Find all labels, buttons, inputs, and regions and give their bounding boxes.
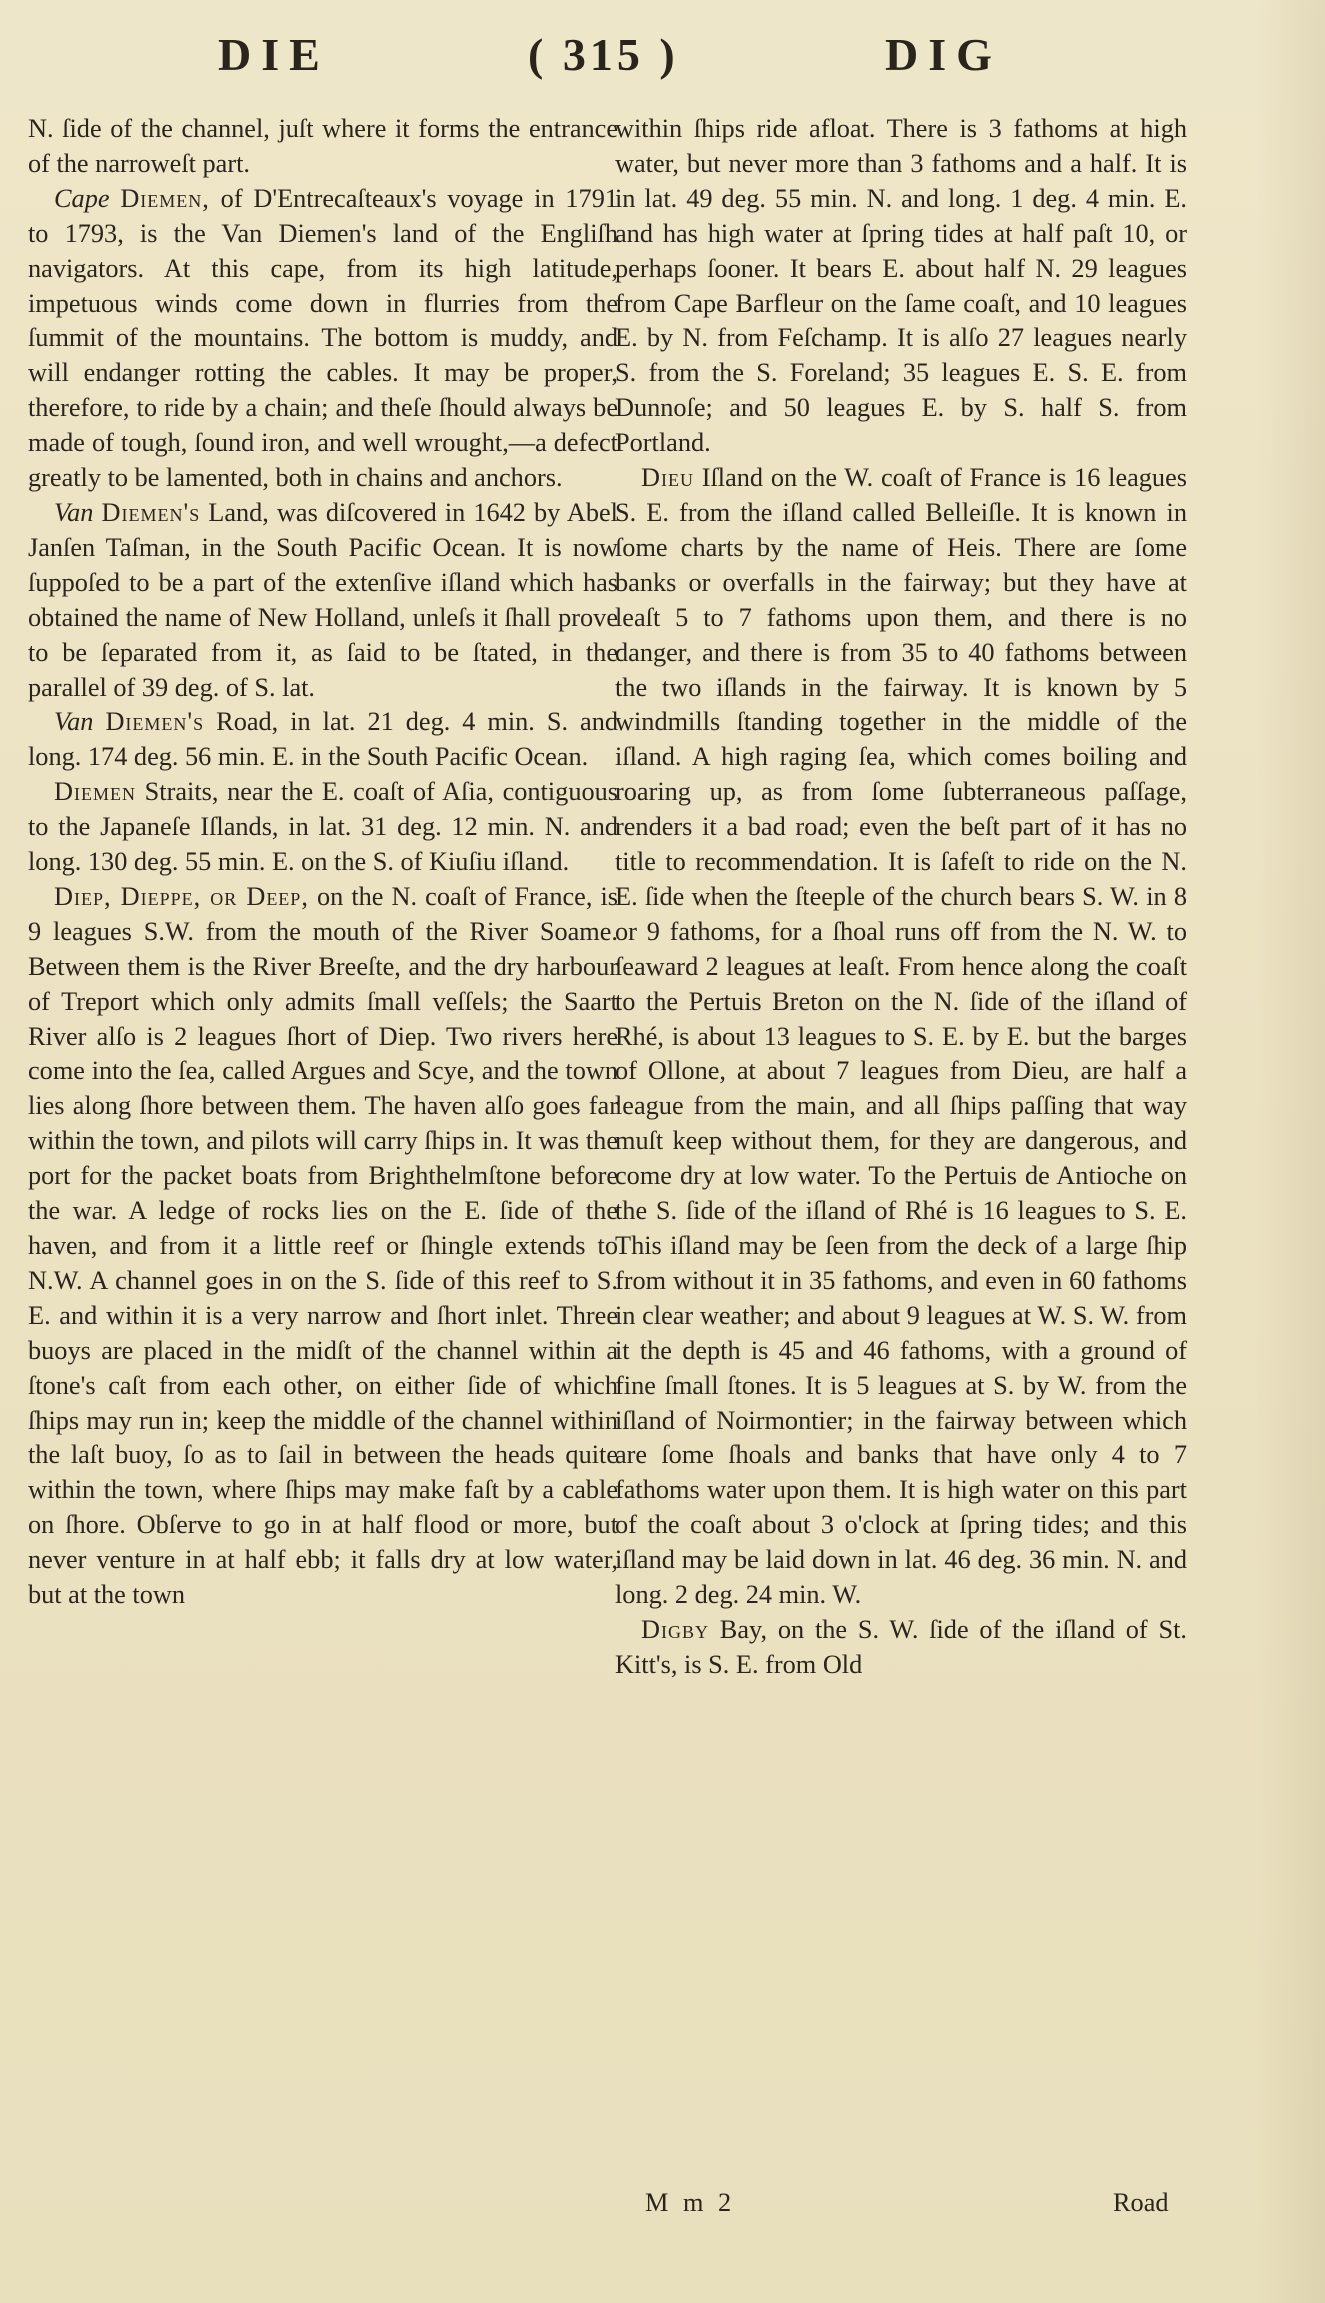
entry-headword: Diemen's: [101, 497, 201, 527]
entry-headword: Digby: [641, 1614, 709, 1644]
catchword: Road: [1113, 2188, 1169, 2217]
entry-van-diemens-road: [28, 705, 618, 775]
running-head-left: DIE: [218, 29, 330, 80]
running-head-right: DIG: [885, 29, 1002, 80]
entry-text: Road, in lat. 21 deg. 4 min. S. and long. 174 deg. 56 min. E. in the South Pacific Ocean.: [28, 707, 619, 772]
entry-head-prefix: Van: [54, 497, 102, 527]
entry-text: Land, was diſcovered in 1642 by Abel Janſen Taſman, in the South Pacific Ocean. It is now ſuppoſed to be a part of the extenſive iſland which has obtained the name of New Holland, unleſs it ſhall prove to be ſeparated from it, as ſaid to be ſtated, in the parallel of 39 deg. of S. lat.: [28, 497, 618, 702]
entry-cape-diemen: [28, 182, 618, 496]
entry-text: Iſland on the W. coaſt of France is 16 leagues S. E. from the iſland called Belleiſle. It is known in ſome charts by the name of Heis. There are ſome banks or overfalls in the fairway; but they have at leaſt 5 to 7 fathoms upon them, and there is no danger, and there is from 35 to 40 fathoms between the two iſlands in the fairway. It is known by 5 windmills ſtanding together in the middle of the iſland. A high raging ſea, which comes boiling and roaring up, as from ſome ſubterraneous paſſage, renders it a bad road; even the beſt part of it has no title to recommendation. It is ſafeſt to ride on the N. E. ſide when the ſteeple of the church bears S. W. in 8 or 9 fathoms, for a ſhoal runs off from the N. W. to ſeaward 2 leagues at leaſt. From hence along the coaſt to the Pertuis Breton on the N. ſide of the iſland of Rhé, is about 13 leagues to S. E. by E. but the barges of Ollone, at about 7 leagues from Dieu, are half a league from the main, and all ſhips paſſing that way muſt keep without them, for they are dangerous, and come dry at low water. To the Pertuis de Antioche on the S. ſide of the iſland of Rhé is 16 leagues to S. E. This iſland may be ſeen from the deck of a large ſhip from without it in 35 fathoms, and even in 60 fathoms in clear weather; and about 9 leagues at W. S. W. from it the depth is 45 and 46 fathoms, with a ground of fine ſmall ſtones. It is 5 leagues at S. by W. from the iſland of Noirmontier; in the fairway between which are ſome ſhoals and banks that have only 4 to 7 fathoms water upon them. It is high water on this part of the coaſt about 3 o'clock at ſpring tides; and this iſland may be laid down in lat. 46 deg. 36 min. N. and long. 2 deg. 24 min. W.: [615, 463, 1187, 1610]
entry-text: N. ſide of the channel, juſt where it forms the entrance of the narroweſt part.: [28, 114, 618, 178]
entry-text: Straits, near the E. coaſt of Aſia, contiguous to the Japaneſe Iſlands, in lat. 31 deg. 12 min. N. and long. 130 deg. 55 min. E. on the S. of Kiuſiu iſland.: [28, 777, 618, 877]
entry-dieu: [615, 461, 1187, 1613]
entry-van-diemens-land: [28, 496, 618, 705]
left-column: [28, 112, 618, 1613]
entry-continuation: [615, 112, 1187, 461]
entry-text: Bay, on the S. W. ſide of the iſland of St. Kitt's, is S. E. from Old: [615, 1614, 1187, 1679]
entry-continuation: [28, 112, 618, 182]
page-footer: [0, 2188, 1325, 2228]
running-head: [0, 28, 1325, 88]
signature-mark: M m 2: [645, 2188, 736, 2217]
entry-head-prefix: Cape: [54, 183, 121, 213]
entry-headword: Diemen's: [105, 707, 205, 737]
entry-text: within ſhips ride afloat. There is 3 fathoms at high water, but never more than 3 fathoms and a half. It is in lat. 49 deg. 55 min. N. and long. 1 deg. 4 min. E. and has high water at ſpring tides at half paſt 10, or perhaps ſooner. It bears E. about half N. 29 leagues from Cape Barfleur on the ſame coaſt, and 10 leagues E. by N. from Feſchamp. It is alſo 27 leagues nearly S. from the S. Foreland; 35 leagues E. S. E. from Dunnoſe; and 50 leagues E. by S. half S. from Portland.: [615, 114, 1187, 458]
entry-text: on the N. coaſt of France, is 9 leagues S.W. from the mouth of the River Soame. Between them is the River Breeſte, and the dry harbour of Treport which only admits ſmall veſſels; the Saart River alſo is 2 leagues ſhort of Diep. Two rivers here come into the ſea, called Argues and Scye, and the town lies along ſhore between them. The haven alſo goes far within the town, and pilots will carry ſhips in. It was the port for the packet boats from Brighthelmſtone before the war. A ledge of rocks lies on the E. ſide of the haven, and from it a little reef or ſhingle extends to N.W. A channel goes in on the S. ſide of this reef to S. E. and within it is a very narrow and ſhort inlet. Three buoys are placed in the midſt of the channel within a ſtone's caſt from each other, on either ſide of which ſhips may run in; keep the middle of the channel within the laſt buoy, ſo as to ſail in between the heads quite within the town, where ſhips may make faſt by a cable on ſhore. Obſerve to go in at half flood or more, but never venture in at half ebb; it falls dry at low water, but at the town: [28, 881, 618, 1610]
entry-text: of D'Entrecaſteaux's voyage in 1791 to 1793, is the Van Diemen's land of the Engliſh navigators. At this cape, from its high latitude, impetuous winds come down in flurries from the ſummit of the mountains. The bottom is muddy, and will endanger rotting the cables. It may be proper, therefore, to ride by a chain; and theſe ſhould always be made of tough, ſound iron, and well wrought,—a defect greatly to be lamented, both in chains and anchors.: [28, 183, 618, 493]
entry-headword: Diemen,: [120, 183, 210, 213]
entry-diep: [28, 880, 618, 1613]
entry-diemen-straits: [28, 775, 618, 880]
entry-headword: Diep, Dieppe, or Deep,: [54, 881, 309, 911]
page-number: ( 315 ): [528, 29, 679, 80]
entry-digby-bay: [615, 1613, 1187, 1683]
right-column: [615, 112, 1187, 1683]
page-edge-shading: [1255, 0, 1325, 2303]
entry-head-prefix: Van: [54, 707, 106, 737]
entry-headword: Diemen: [54, 777, 136, 807]
entry-headword: Dieu: [641, 463, 694, 493]
